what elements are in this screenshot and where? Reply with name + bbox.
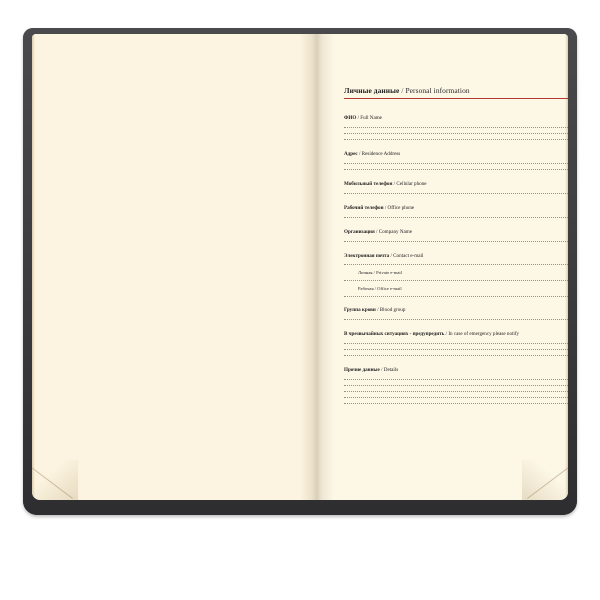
left-page-edge [32,34,35,500]
write-line[interactable] [344,193,568,194]
write-line[interactable] [344,169,568,170]
write-line[interactable] [344,163,568,164]
field-label-sep: / [358,151,361,157]
write-line[interactable] [344,379,568,380]
field-label-contact-email [344,252,568,260]
field-address [344,150,568,170]
field-full-name [344,114,568,140]
field-label-details [344,366,568,374]
sublabel-private-email [344,269,568,276]
sublabel-sep: / [374,286,377,291]
write-line[interactable] [344,217,568,218]
field-label-sep: / [393,181,396,187]
page-title-separator: / [401,86,404,95]
field-label-address [344,150,568,158]
field-label-sep: / [357,115,360,121]
sublabel-ru: Личная [358,270,373,275]
field-label-sep: / [390,253,392,259]
field-label-blood-group [344,306,568,314]
field-contact-email [344,252,568,297]
write-line[interactable] [344,403,568,404]
write-line[interactable] [344,296,568,297]
field-emergency-contact [344,330,568,356]
field-label-en: In case of emergency please notify [448,331,520,337]
field-label-ru: Мобильный телефон [344,181,393,187]
field-label-emergency-contact [344,330,568,338]
sublabel-office-email [344,285,568,292]
sublabel-sep: / [373,270,375,275]
field-label-en: Company Name [378,229,412,235]
field-label-en: Details [383,367,399,373]
field-label-sep: / [376,229,378,235]
field-label-ru: ФИО [344,115,357,121]
page-title [344,86,568,98]
write-line[interactable] [344,355,568,356]
page-title-ru: Личные данные [344,86,400,95]
write-line[interactable] [344,349,568,350]
field-label-en: Blood group [379,307,406,313]
field-label-ru: В чрезвычайных ситуациях - предупредить [344,331,445,337]
field-label-ru: Прочие данные [344,367,380,373]
field-label-ru: Группа крови [344,307,376,313]
page-title-en: Personal information [405,86,470,95]
personal-information-form [344,86,568,409]
field-label-en: Full Name [360,115,382,121]
field-label-sep: / [377,307,379,313]
field-blood-group [344,306,568,320]
page-spread [32,34,568,500]
write-line[interactable] [344,139,568,140]
write-line[interactable] [344,280,568,281]
field-label-en: Cellular phone [396,181,427,187]
field-label-sep: / [381,367,383,373]
write-line[interactable] [344,241,568,242]
field-office-phone [344,204,568,218]
right-corner-fold [522,460,568,500]
write-line[interactable] [344,133,568,134]
field-company-name [344,228,568,242]
field-details [344,366,568,404]
left-page-blank [32,34,318,500]
field-label-sep: / [384,205,387,211]
write-line[interactable] [344,391,568,392]
field-label-en: Residence Address [361,151,401,157]
left-corner-fold [32,460,78,500]
write-line[interactable] [344,343,568,344]
field-label-ru: Рабочий телефон [344,205,384,211]
write-line[interactable] [344,397,568,398]
write-line[interactable] [344,127,568,128]
field-label-full-name [344,114,568,122]
page-gutter-shadow [300,34,334,500]
field-label-cellular-phone [344,180,568,188]
field-label-sep: / [445,331,448,337]
sublabel-en: Office e-mail [377,286,402,291]
write-line[interactable] [344,385,568,386]
field-label-ru: Электронная почта [344,253,390,259]
field-label-ru: Адрес [344,151,358,157]
sublabel-ru: Рабочая [358,286,374,291]
field-label-ru: Организация [344,229,375,235]
field-label-en: Office phone [387,205,415,211]
title-divider [344,98,568,99]
write-line[interactable] [344,264,568,265]
field-cellular-phone [344,180,568,194]
field-label-company-name [344,228,568,236]
field-label-en: Contact e-mail [393,253,424,259]
field-label-office-phone [344,204,568,212]
write-line[interactable] [344,319,568,320]
sublabel-en: Private e-mail [376,270,402,275]
